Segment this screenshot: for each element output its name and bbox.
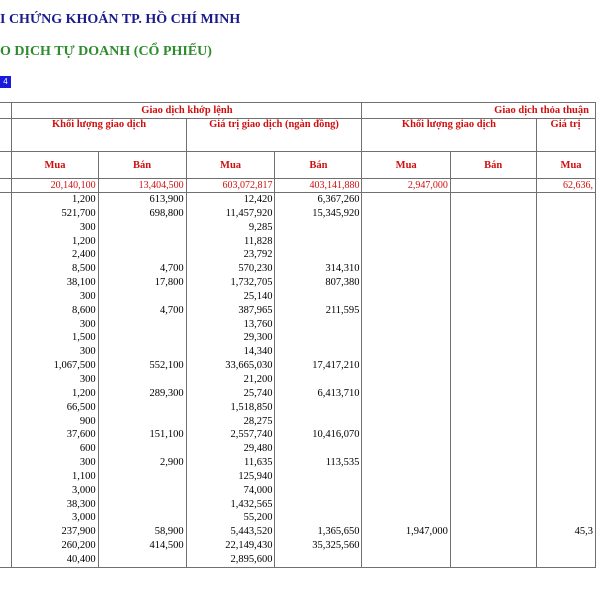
table-cell [362,359,450,373]
table-cell: 125,940 [186,470,275,484]
table-body [0,103,596,568]
table-cell: 2,895,600 [186,553,275,567]
table-cell [362,207,450,221]
table-cell [0,511,12,525]
table-row [0,304,596,318]
table-cell [275,373,362,387]
table-cell [98,415,186,429]
table-cell [275,248,362,262]
table-cell: 1,100 [12,470,98,484]
table-row [0,318,596,332]
table-cell [536,221,595,235]
table-cell: 11,457,920 [186,207,275,221]
table-cell [536,359,595,373]
table-cell: 2,900 [98,456,186,470]
table-cell [536,456,595,470]
table-cell: 414,500 [98,539,186,553]
table-cell [536,290,595,304]
table-row [0,235,596,249]
table-cell: 552,100 [98,359,186,373]
table-cell [450,525,536,539]
table-cell [275,235,362,249]
table-row [0,290,596,304]
table-cell [275,511,362,525]
table-cell [98,235,186,249]
table-cell [98,401,186,415]
table-cell: 1,200 [12,235,98,249]
table-cell [450,193,536,207]
table-row [0,345,596,359]
table-cell: 12,420 [186,193,275,207]
table-cell: 17,800 [98,276,186,290]
table-cell [362,539,450,553]
table-cell: 8,500 [12,262,98,276]
table-cell: 300 [12,290,98,304]
table-cell: 22,149,430 [186,539,275,553]
group-header-negotiated: Giao dịch thỏa thuận [362,103,596,119]
table-row [0,442,596,456]
table-cell: 3,000 [12,511,98,525]
table-cell [450,442,536,456]
table-row [0,221,596,235]
table-cell [0,304,12,318]
table-cell: 300 [12,373,98,387]
sub-header-row [0,119,596,152]
table-cell: 698,800 [98,207,186,221]
table-row [0,359,596,373]
table-cell: 1,432,565 [186,498,275,512]
table-cell: 3,000 [12,484,98,498]
table-cell: 237,900 [12,525,98,539]
table-cell: 38,100 [12,276,98,290]
table-cell [450,235,536,249]
table-cell [275,415,362,429]
table-cell [0,553,12,567]
sub-header-volume: Khối lượng giao dịch [12,119,186,152]
table-row [0,498,596,512]
table-cell: 1,500 [12,331,98,345]
table-row [0,484,596,498]
table-cell [536,235,595,249]
table-cell: 14,340 [186,345,275,359]
table-cell: 9,285 [186,221,275,235]
table-cell: 25,140 [186,290,275,304]
table-cell [362,318,450,332]
table-cell [536,331,595,345]
totals-row [0,179,596,193]
table-cell: 260,200 [12,539,98,553]
table-cell [98,331,186,345]
table-cell [536,345,595,359]
table-cell: 387,965 [186,304,275,318]
table-cell: 33,665,030 [186,359,275,373]
table-cell [536,276,595,290]
table-cell [0,318,12,332]
table-cell [362,331,450,345]
table-cell [275,498,362,512]
table-cell [98,553,186,567]
table-cell [98,221,186,235]
report-title: I CHỨNG KHOÁN TP. HỒ CHÍ MINH [0,12,241,27]
table-cell [536,428,595,442]
table-row [0,262,596,276]
table-cell [450,221,536,235]
total-cell [450,179,536,193]
total-cell: 603,072,817 [186,179,275,193]
table-cell [0,262,12,276]
table-cell [0,415,12,429]
table-row [0,276,596,290]
table-cell [536,262,595,276]
table-cell [0,456,12,470]
table-cell [275,221,362,235]
table-cell: 600 [12,442,98,456]
table-cell: 300 [12,456,98,470]
table-cell: 13,760 [186,318,275,332]
sub-header-value: Giá trị giao dịch (ngàn đồng) [186,119,362,152]
table-row [0,248,596,262]
table-cell [362,415,450,429]
table-cell [362,387,450,401]
col-header-buy: Mua [186,152,275,179]
table-cell [0,387,12,401]
table-cell [450,470,536,484]
table-cell: 11,828 [186,235,275,249]
table-cell [0,248,12,262]
total-cell: 20,140,100 [12,179,98,193]
table-cell [536,207,595,221]
table-cell: 807,380 [275,276,362,290]
table-cell [450,539,536,553]
table-cell: 66,500 [12,401,98,415]
table-cell [0,221,12,235]
total-cell: 13,404,500 [98,179,186,193]
table-cell: 17,417,210 [275,359,362,373]
table-cell [450,498,536,512]
table-cell [0,207,12,221]
table-cell [0,498,12,512]
table-cell [450,345,536,359]
table-cell [536,484,595,498]
table-cell [536,248,595,262]
table-cell [362,248,450,262]
table-cell [98,248,186,262]
table-cell [0,484,12,498]
table-row [0,511,596,525]
table-cell [98,290,186,304]
table-cell: 29,480 [186,442,275,456]
table-cell: 25,740 [186,387,275,401]
table-cell [0,442,12,456]
table-cell [275,290,362,304]
table-cell: 40,400 [12,553,98,567]
table-cell [450,262,536,276]
table-cell: 613,900 [98,193,186,207]
table-cell [450,318,536,332]
table-cell [98,511,186,525]
total-cell [0,179,12,193]
table-cell: 1,732,705 [186,276,275,290]
table-cell: 1,365,650 [275,525,362,539]
table-cell [275,318,362,332]
table-cell: 55,200 [186,511,275,525]
table-cell: 4,700 [98,304,186,318]
table-cell [98,484,186,498]
col-header-buy: Mua [536,152,595,179]
table-cell [450,248,536,262]
table-cell [450,373,536,387]
table-cell [275,442,362,456]
group-header-row [0,103,596,119]
col-header-sell: Bán [275,152,362,179]
table-cell [362,262,450,276]
total-cell: 403,141,880 [275,179,362,193]
table-cell [0,401,12,415]
table-cell: 29,300 [186,331,275,345]
table-row [0,207,596,221]
table-cell [450,207,536,221]
table-cell [450,428,536,442]
col-header-sell: Bán [98,152,186,179]
trading-table [0,102,596,568]
table-cell [536,373,595,387]
table-cell: 58,900 [98,525,186,539]
table-row [0,539,596,553]
table-cell [0,470,12,484]
table-cell: 35,325,560 [275,539,362,553]
table-cell [98,373,186,387]
table-cell [362,484,450,498]
table-cell: 900 [12,415,98,429]
table-cell [536,470,595,484]
table-cell: 1,947,000 [362,525,450,539]
table-cell [362,193,450,207]
table-row [0,387,596,401]
table-cell [362,235,450,249]
table-cell: 23,792 [186,248,275,262]
table-row [0,470,596,484]
table-cell [450,401,536,415]
table-cell: 211,595 [275,304,362,318]
table-cell [362,401,450,415]
table-cell: 45,3 [536,525,595,539]
table-cell [536,511,595,525]
table-cell: 300 [12,221,98,235]
table-cell [275,484,362,498]
table-cell [536,498,595,512]
table-cell: 2,557,740 [186,428,275,442]
table-cell: 21,200 [186,373,275,387]
table-cell [98,345,186,359]
table-cell: 151,100 [98,428,186,442]
table-cell: 11,635 [186,456,275,470]
table-cell [536,318,595,332]
table-cell: 1,200 [12,193,98,207]
table-cell [450,290,536,304]
table-row [0,525,596,539]
table-cell [0,331,12,345]
table-cell [362,345,450,359]
table-cell [536,193,595,207]
table-cell [536,539,595,553]
table-cell: 38,300 [12,498,98,512]
col-header-sell: Bán [450,152,536,179]
table-cell: 74,000 [186,484,275,498]
table-cell: 5,443,520 [186,525,275,539]
table-row [0,193,596,207]
table-cell [98,318,186,332]
table-cell [275,331,362,345]
table-cell [536,401,595,415]
table-cell [362,456,450,470]
table-cell [362,511,450,525]
table-cell [362,498,450,512]
table-cell: 314,310 [275,262,362,276]
table-cell [450,331,536,345]
group-header-matched: Giao dịch khớp lệnh [12,103,362,119]
table-cell [450,484,536,498]
table-cell [0,345,12,359]
table-cell [362,553,450,567]
table-cell [450,359,536,373]
table-cell [275,401,362,415]
table-cell: 300 [12,345,98,359]
table-cell: 37,600 [12,428,98,442]
table-cell: 8,600 [12,304,98,318]
header-blank [0,103,12,119]
table-cell [536,415,595,429]
table-cell: 2,400 [12,248,98,262]
table-cell [275,470,362,484]
table-cell [450,415,536,429]
total-cell: 2,947,000 [362,179,450,193]
table-cell [450,511,536,525]
sub-header-volume-negotiated: Khối lượng giao dịch [362,119,536,152]
table-cell [450,387,536,401]
table-cell [0,193,12,207]
table-row [0,553,596,567]
table-cell: 28,275 [186,415,275,429]
table-cell [0,290,12,304]
table-cell [536,553,595,567]
table-cell: 113,535 [275,456,362,470]
table-cell: 10,416,070 [275,428,362,442]
table-cell [275,553,362,567]
table-cell: 521,700 [12,207,98,221]
table-cell: 15,345,920 [275,207,362,221]
table-cell [0,235,12,249]
table-cell [0,276,12,290]
table-cell: 1,067,500 [12,359,98,373]
table-cell [362,470,450,484]
table-cell [0,539,12,553]
table-cell: 4,700 [98,262,186,276]
table-cell [362,221,450,235]
table-cell [362,290,450,304]
table-cell [98,442,186,456]
table-cell [362,373,450,387]
sub-header-value-negotiated: Giá trị [536,119,595,152]
table-cell [450,456,536,470]
table-row [0,401,596,415]
table-cell: 1,200 [12,387,98,401]
table-cell [98,470,186,484]
table-cell: 1,518,850 [186,401,275,415]
table-cell [0,373,12,387]
table-cell [362,428,450,442]
header-blank [0,152,12,179]
table-cell [536,304,595,318]
table-row [0,373,596,387]
table-cell [0,525,12,539]
table-row [0,456,596,470]
total-cell: 62,636, [536,179,595,193]
table-cell [98,498,186,512]
table-cell [536,442,595,456]
table-cell [0,428,12,442]
sheet-badge[interactable]: 4 [0,76,11,88]
table-cell [450,553,536,567]
table-cell: 300 [12,318,98,332]
col-header-buy: Mua [362,152,450,179]
table-row [0,331,596,345]
report-subtitle: O DỊCH TỰ DOANH (CỔ PHIẾU) [0,44,212,59]
header-blank [0,119,12,152]
table-cell: 6,367,260 [275,193,362,207]
table-cell [275,345,362,359]
table-cell [362,276,450,290]
table-cell [450,304,536,318]
table-cell [362,442,450,456]
table-cell [0,359,12,373]
table-cell: 6,413,710 [275,387,362,401]
table-row [0,428,596,442]
table-cell [450,276,536,290]
table-cell [362,304,450,318]
col-header-buy: Mua [12,152,98,179]
table-cell: 289,300 [98,387,186,401]
column-header-row [0,152,596,179]
table-cell: 570,230 [186,262,275,276]
table-cell [536,387,595,401]
table-row [0,415,596,429]
